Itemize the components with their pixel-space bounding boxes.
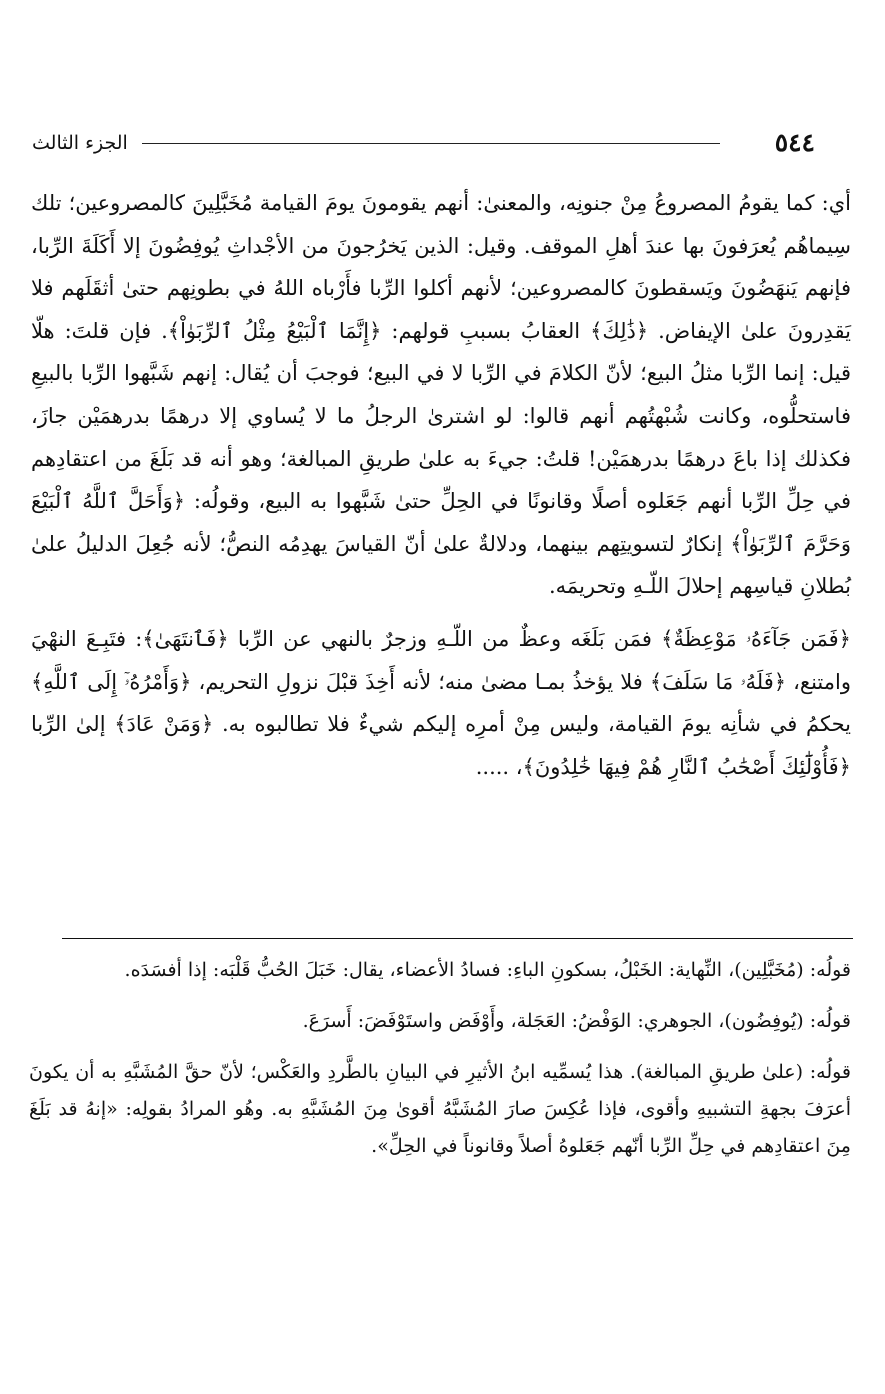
- footnote-2: قولُه: (يُوفِضُون)، الجوهري: الوَفْضُ: العَجَلة، وأَوْفَض واستَوْفَضَ: أَسرَعَ.: [302, 1010, 851, 1032]
- page-number: ٥٤٤: [774, 128, 815, 157]
- main-paragraph-2: ﴿فَمَن جَآءَهُۥ مَوْعِظَةٌ﴾ فمَن بَلَغَه وعظٌ من اللّـهِ وزجرٌ بالنهي عن الرِّبا ﴿فَٱنتَهَىٰ﴾: فتَبِـعَ النهْيَ وامتنع، ﴿فَلَهُۥ مَا سَلَفَ﴾ فلا يؤخذُ بمـا مضىٰ منه؛ لأنه أَخِذَ قبْلَ نزولِ التحريم، ﴿وَأَمْرُهُۥٓ إِلَى ٱللَّهِ﴾ يحكمُ في شأنِه يومَ القيامة، وليس مِنْ أمرِه إليكم شيءٌ فلا تطالبوه به. ﴿وَمَنْ عَادَ﴾ إلىٰ الرِّبا ﴿فَأُوْلَٰٓئِكَ أَصْحَٰبُ ٱلنَّارِ هُمْ فِيهَا خَٰلِدُونَ﴾، .....: [31, 626, 851, 779]
- footnote-3: قولُه: (علىٰ طريقِ المبالغة). هذا يُسمِّيه ابنُ الأثيرِ في البيانِ بالطَّردِ والعَكْس؛ لأنّ حقَّ المُشَبَّهِ به أن يكونَ أعرَفَ بجهةِ التشبيهِ وأقوى، فإذا عُكِسَ صارَ المُشَبَّهُ أقوىٰ مِنَ المُشَبَّهِ به. وهُو المرادُ بقولِه: «إنهُ قد بَلَغَ مِنَ اعتقادِهم في حِلِّ الرِّبا أنّهم جَعَلوهُ أصلاً وقانوناً في الحِلِّ».: [29, 1061, 851, 1157]
- main-paragraph-1: أي: كما يقومُ المصروعُ مِنْ جنونِه، والمعنىٰ: أنهم يقومونَ يومَ القيامة مُخَبَّلِينَ كالمصروعين؛ تلك سِيماهُم يُعرَفونَ بها عندَ أهلِ الموقف. وقيل: الذين يَخرُجونَ من الأجْداثِ يُوفِضُونَ إلا أَكَلَةَ الرِّبا، فإنهم يَنهَضُونَ ويَسقطونَ كالمصروعين؛ لأنهم أكلوا الرِّبا فأَرْباه اللهُ في بطونِهم حتىٰ أثقَلَهم فلا يَقدِرونَ علىٰ الإيفاض. ﴿ذَٰلِكَ﴾ العقابُ بسببِ قولهم: ﴿إِنَّمَا ٱلْبَيْعُ مِثْلُ ٱلرِّبَوٰاْ﴾. فإن قلتَ: هلّا قيل: إنما الرِّبا مثلُ البيع؛ لأنّ الكلامَ في الرِّبا لا في البيع؛ فوجبَ أن يُقال: إنهم شَبَّهوا الرِّبا بالبيعِ فاستحلُّوه، وكانت شُبْهتُهم أنهم قالوا: لو اشترىٰ الرجلُ ما لا يُساوي إلا درهمًا بدرهمَيْن جازَ، فكذلك إذا باعَ درهمًا بدرهمَيْن! قلتُ: جيءَ به علىٰ طريقِ المبالغة؛ وهو أنه قد بَلَغَ من اعتقادِهم في حِلِّ الرِّبا أنهم جَعَلوه أصلًا وقانونًا في الحِلِّ حتىٰ شَبَّهوا به البيع، وقولُه: ﴿وَأَحَلَّ ٱللَّهُ ٱلْبَيْعَ وَحَرَّمَ ٱلرِّبَوٰاْ﴾ إنكارٌ لتسويتِهم بينهما، ودلالةٌ علىٰ أنّ القياسَ يهدِمُه النصُّ؛ لأنه جُعِلَ الدليلُ علىٰ بُطلانِ قياسِهم إحلالَ اللّـهِ وتحريمَه.: [31, 191, 852, 599]
- main-text: [31, 182, 851, 788]
- page-header: [32, 128, 815, 160]
- header-rule: [142, 143, 720, 144]
- footnote-1: قولُه: (مُخَبَّلِين)، النِّهاية: الخَبْلُ، بسكونِ الباءِ: فسادُ الأعضاء، يقال: خَبَلَ الحُبُّ قَلْبَه: إذا أفسَدَه.: [124, 959, 851, 981]
- footnotes: [29, 952, 851, 1179]
- running-title: الجزء الثالث: [32, 132, 128, 154]
- footnote-separator: [62, 938, 853, 939]
